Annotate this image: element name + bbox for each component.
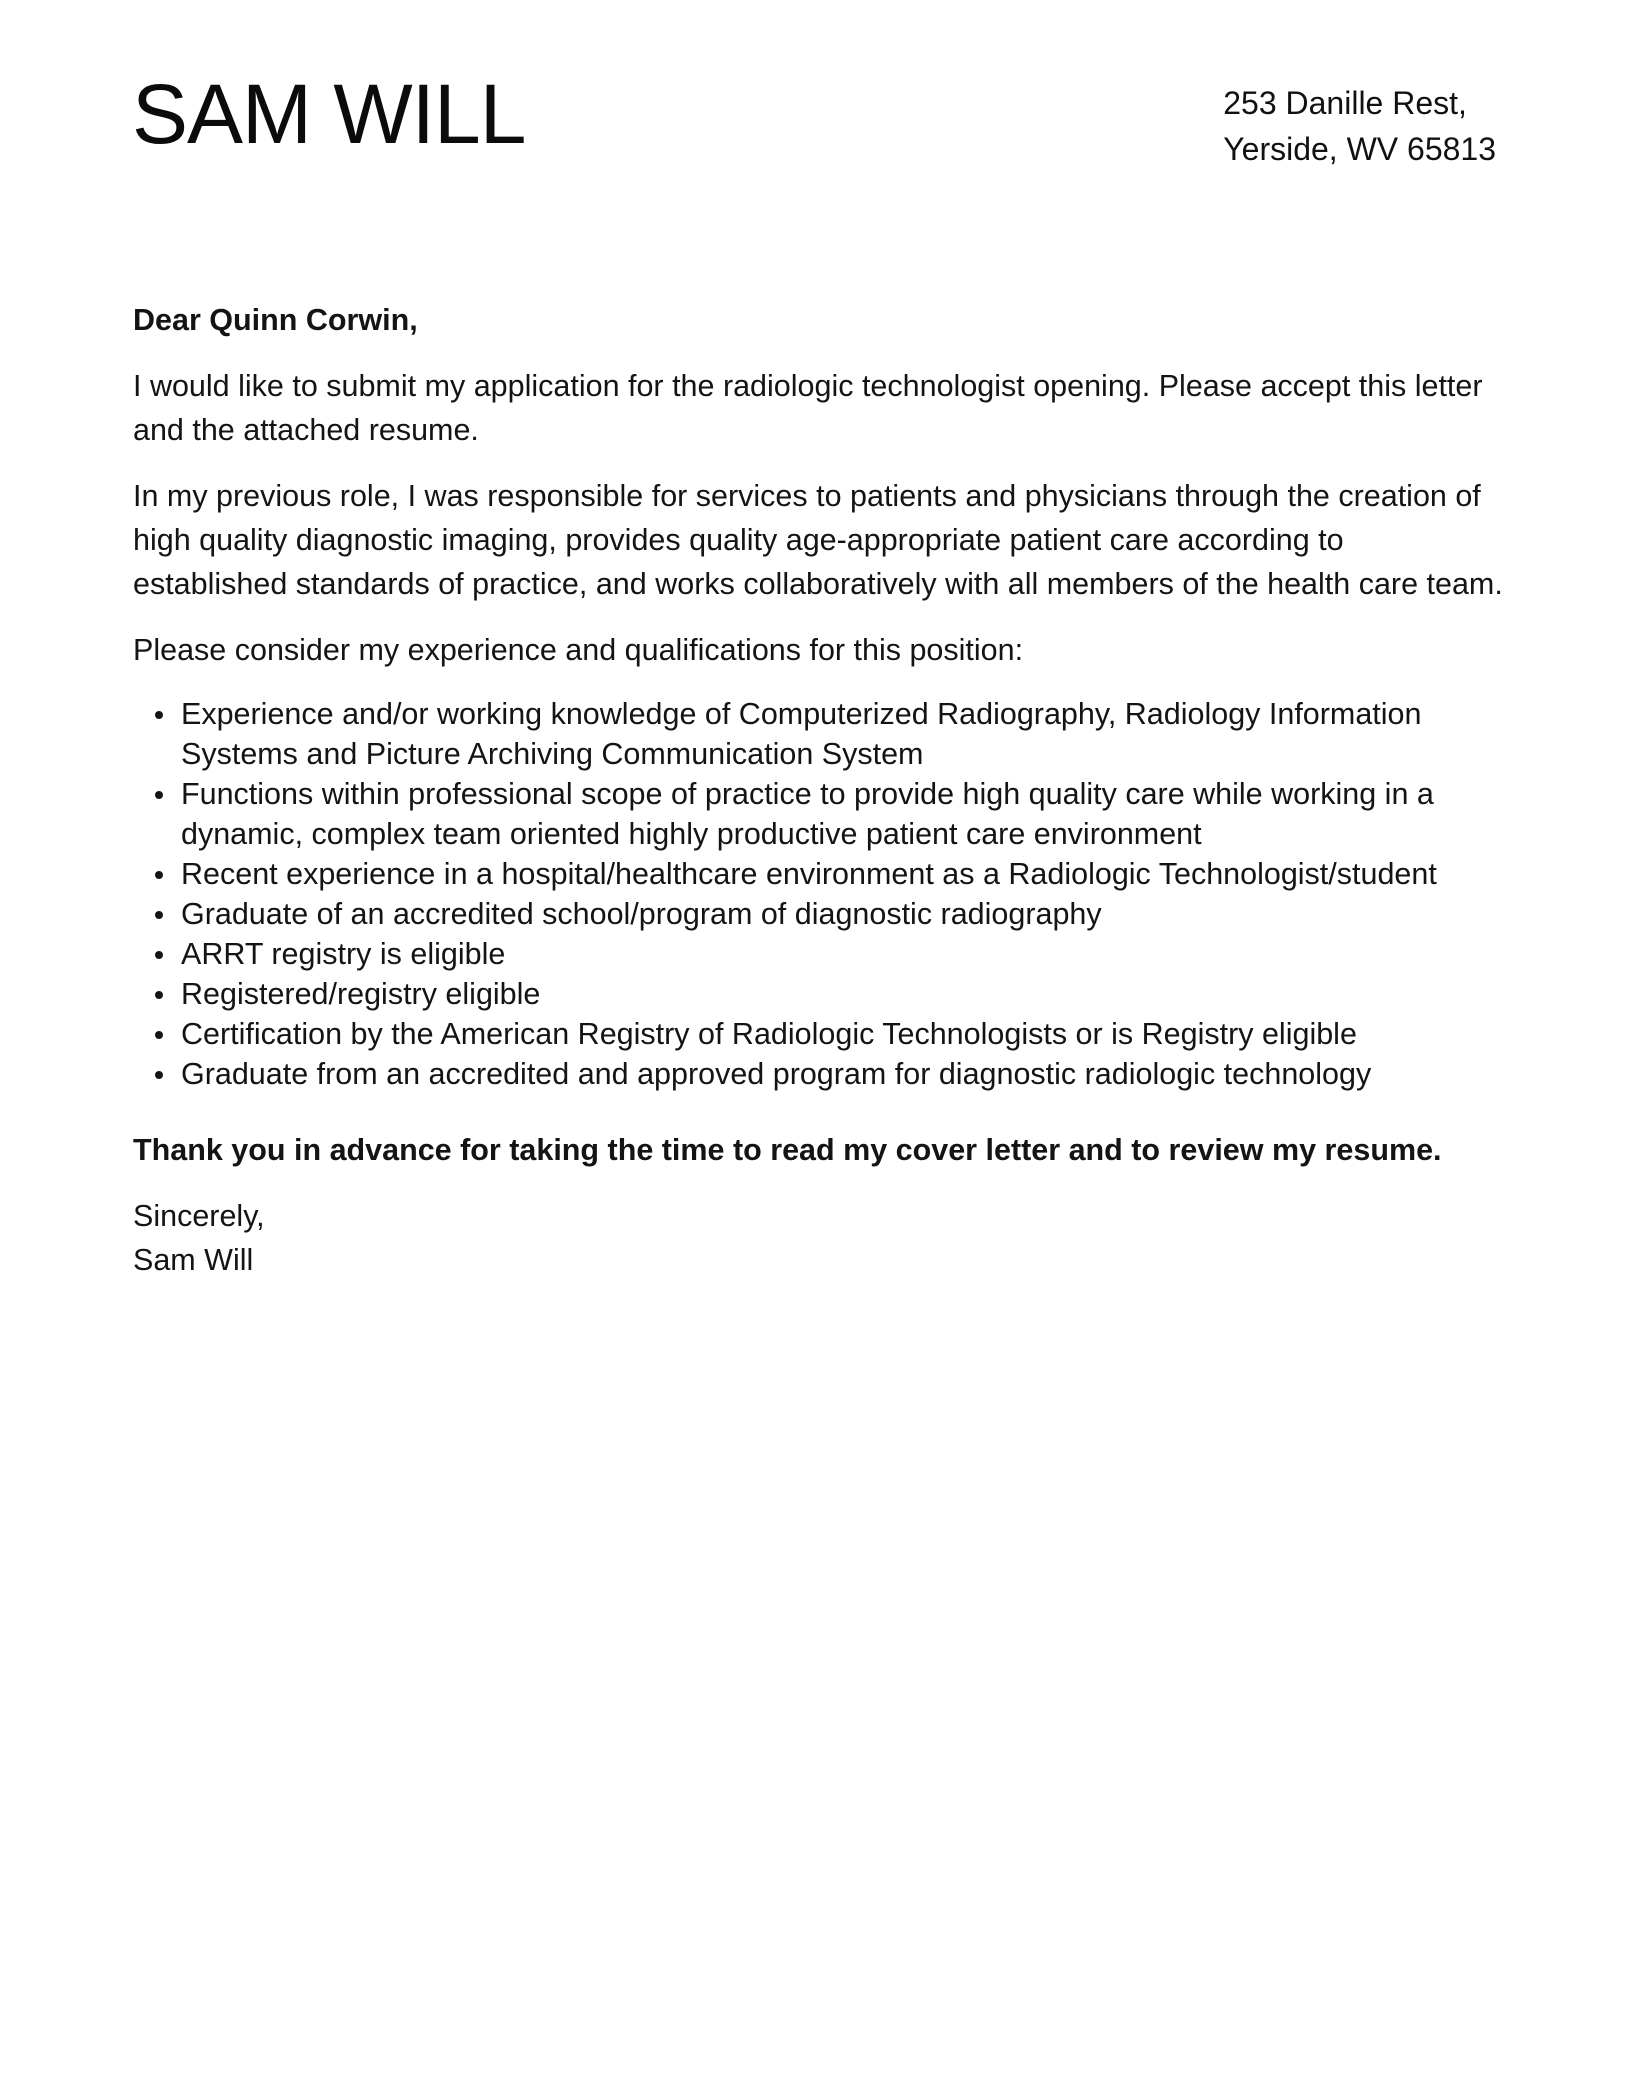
address-line-2: Yerside, WV 65813 — [1223, 131, 1496, 167]
list-item: Recent experience in a hospital/healthcare environment as a Radiologic Technologist/student — [181, 854, 1503, 894]
experience-paragraph: In my previous role, I was responsible for services to patients and physicians through the creation of high quality diagnostic imaging, provides quality age-appropriate patient care according to established standards of practice, and works collaboratively with all members of the health care team. — [133, 479, 1503, 601]
qualifications-list — [133, 694, 1503, 1094]
applicant-address — [1223, 80, 1496, 172]
list-item: Graduate from an accredited and approved program for diagnostic radiologic technology — [181, 1054, 1503, 1094]
list-item: Certification by the American Registry of Radiologic Technologists or is Registry eligible — [181, 1014, 1503, 1054]
letter-body — [133, 298, 1503, 1282]
list-item: ARRT registry is eligible — [181, 934, 1503, 974]
applicant-name: SAM WILL — [132, 67, 526, 161]
list-item: Functions within professional scope of practice to provide high quality care while working in a dynamic, complex team oriented highly productive patient care environment — [181, 774, 1503, 854]
closing-statement: Thank you in advance for taking the time to read my cover letter and to review my resume. — [133, 1133, 1442, 1167]
signature-name: Sam Will — [133, 1243, 254, 1277]
address-line-1: 253 Danille Rest, — [1223, 85, 1467, 121]
list-item: Registered/registry eligible — [181, 974, 1503, 1014]
signoff: Sincerely, — [133, 1199, 265, 1233]
list-item: Graduate of an accredited school/program of diagnostic radiography — [181, 894, 1503, 934]
salutation: Dear Quinn Corwin, — [133, 303, 418, 337]
intro-paragraph: I would like to submit my application for the radiologic technologist opening. Please accept this letter and the attached resume. — [133, 369, 1483, 447]
list-item: Experience and/or working knowledge of Computerized Radiography, Radiology Information Systems and Picture Archiving Communication System — [181, 694, 1503, 774]
qualifications-intro: Please consider my experience and qualifications for this position: — [133, 633, 1024, 667]
